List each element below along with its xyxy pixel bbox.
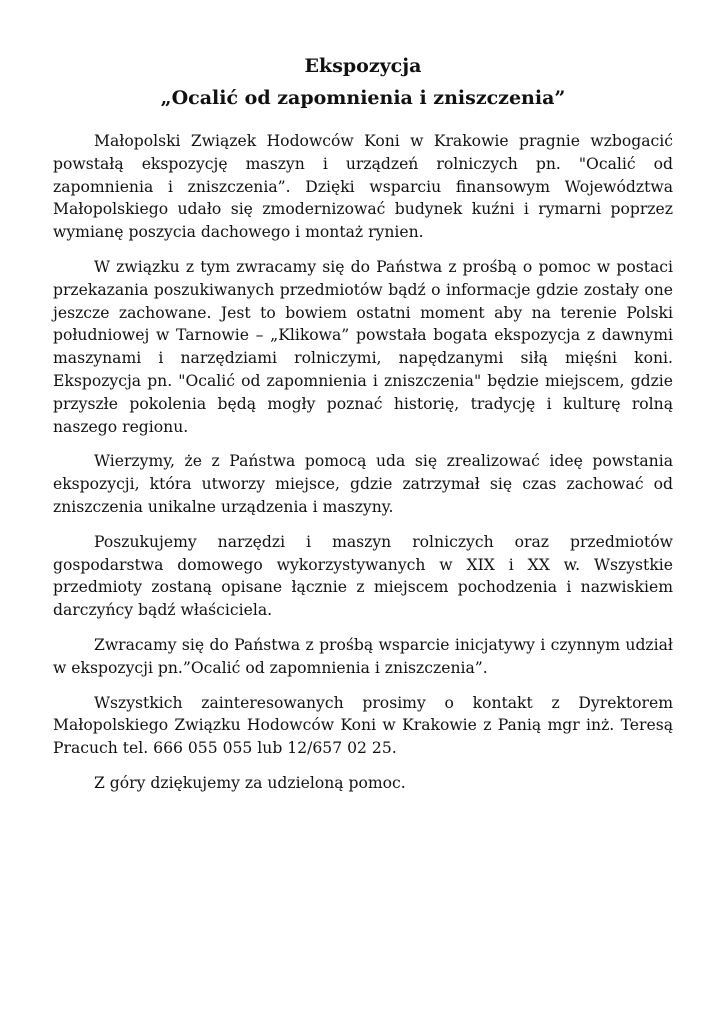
title-line-1: Ekspozycja (304, 55, 422, 77)
paragraph-intro: Małopolski Związek Hodowców Koni w Krakowie pragnie wzbogacić powstałą ekspozycję maszyn i urządzeń rolniczych pn. "Ocalić od zapomnienia i zniszczenia”. Dzięki wsparciu finansowym Województwa Małopolskiego udało się zmodernizować budynek kuźni i rymarni poprzez wymianę poszycia dachowego i montaż rynien. (53, 132, 673, 242)
paragraph-contact: Wszystkich zainteresowanych prosimy o kontakt z Dyrektorem Małopolskiego Związku Hodowców Koni w Krakowie z Panią mgr inż. Teresą Pracuch tel. 666 055 055 lub 12/657 02 25. (53, 693, 673, 758)
paragraph-request: W związku z tym zwracamy się do Państwa z prośbą o pomoc w postaci przekazania poszukiwanych przedmiotów bądź o informacje gdzie zostały one jeszcze zachowane. Jest to bowiem ostatni moment aby na terenie Polski południowej w Tarnowie – „Klikowa” powstała bogata ekspozycja z dawnymi maszynami i narzędziami rolniczymi, napędzanymi siłą mięśni koni. Ekspozycja pn. "Ocalić od zapomnienia i zniszczenia" będzie miejscem, gdzie przyszłe pokolenia będą mogły poznać historię, tradycję i kulturę rolną naszego regionu. (53, 257, 673, 436)
paragraph-wanted-items: Poszukujemy narzędzi i maszyn rolniczych oraz przedmiotów gospodarstwa domowego wykorzystywanych w XIX i XX w. Wszystkie przedmioty zostaną opisane łącznie z miejscem pochodzenia i nazwiskiem darczyńcy bądź właściciela. (53, 532, 673, 620)
paragraph-thanks: Z góry dziękujemy za udzieloną pomoc. (94, 773, 406, 792)
paragraph-support: Zwracamy się do Państwa z prośbą wsparcie inicjatywy i czynnym udział w ekspozycji pn.”Ocalić od zapomnienia i zniszczenia”. (53, 635, 673, 677)
paragraph-belief: Wierzymy, że z Państwa pomocą uda się zrealizować ideę powstania ekspozycji, która utworzy miejsce, gdzie zatrzymał się czas zachować od zniszczenia unikalne urządzenia i maszyny. (53, 452, 673, 516)
document-title (53, 50, 673, 114)
document-page (53, 50, 673, 807)
title-line-2: „Ocalić od zapomnienia i zniszczenia” (160, 87, 566, 109)
